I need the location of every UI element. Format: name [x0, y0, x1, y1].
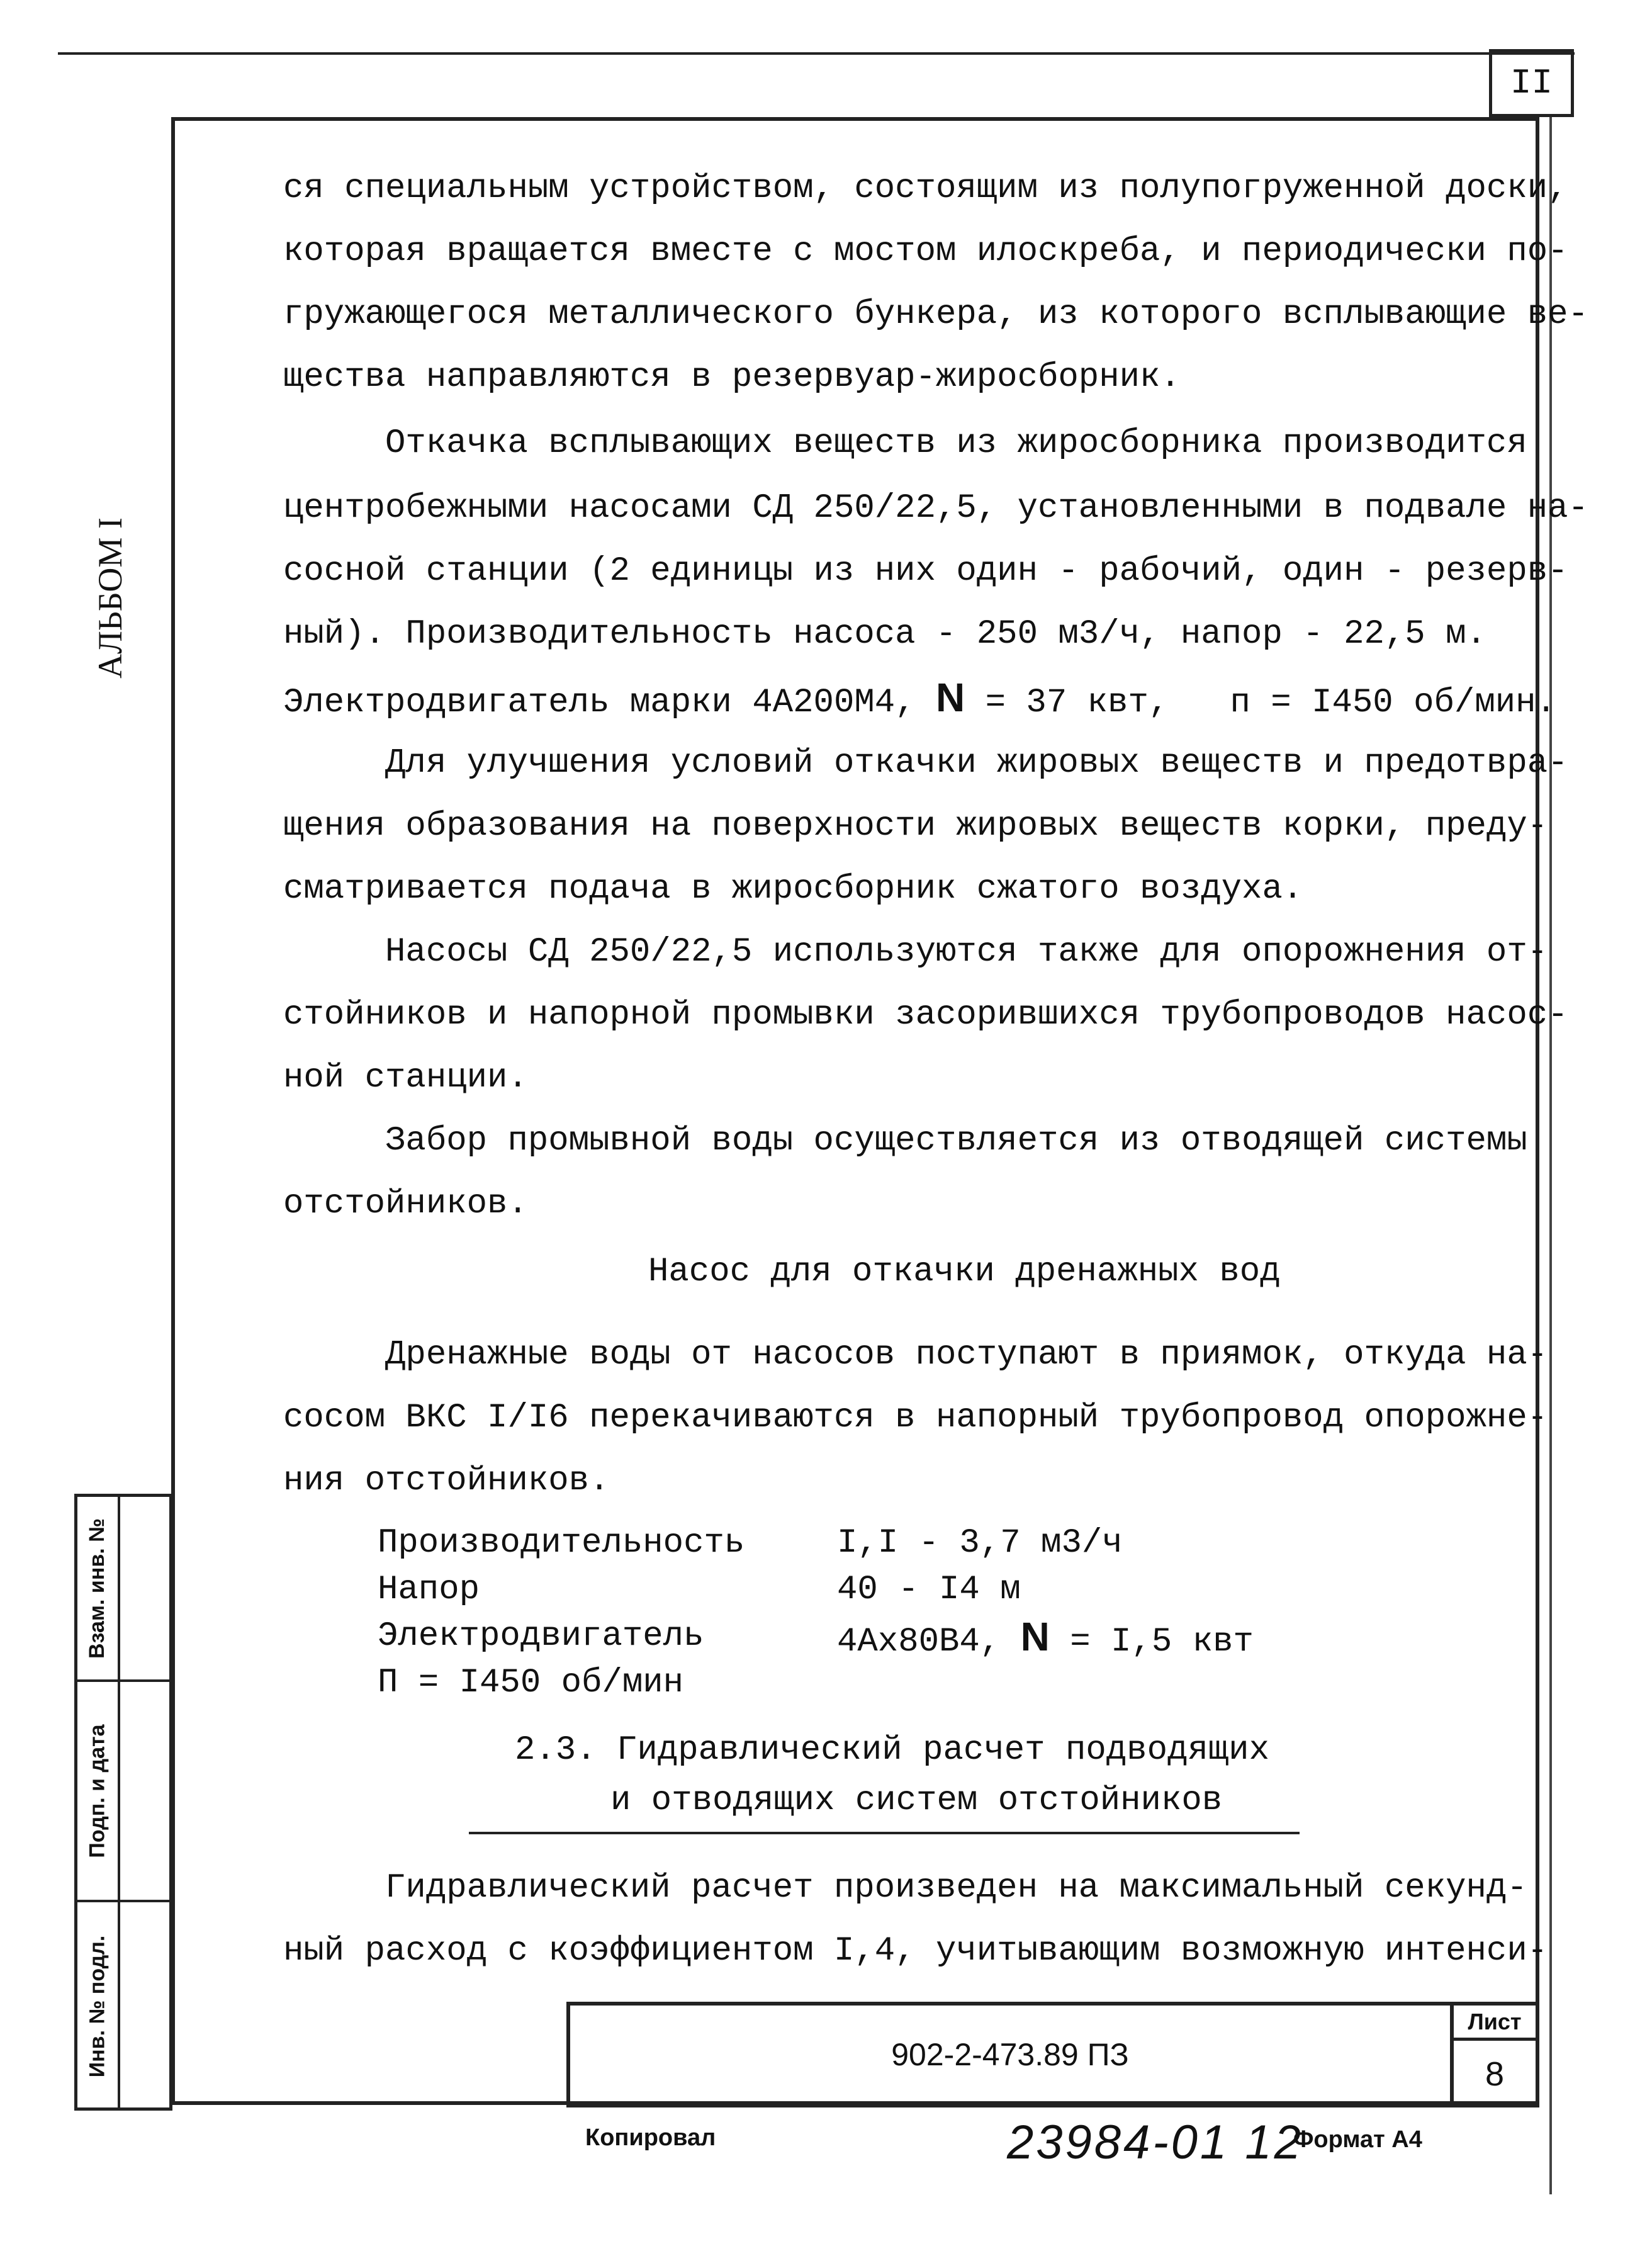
copied-by-label: Копировал [585, 2124, 716, 2151]
title-block [566, 2002, 1454, 2107]
margin-divider [118, 1497, 120, 2107]
margin-cell-inventory [77, 1902, 118, 2110]
body-line: центробежными насосами СД 250/22,5, установленными в подвале на- [283, 489, 1588, 528]
top-rule [58, 52, 1575, 55]
body-line: сосом ВКС I/I6 перекачиваются в напорный трубопровод опорожне- [283, 1399, 1548, 1437]
section-title-rule [469, 1832, 1300, 1834]
page-number: II [1510, 63, 1553, 103]
motor-line [283, 666, 1556, 735]
margin-label-inventory: Инв. № подл. [85, 1935, 110, 2077]
body-line: Забор промывной воды осуществляется из отводящей системы [283, 1122, 1527, 1160]
format-label: Формат А4 [1293, 2126, 1422, 2153]
body-line: Дренажные воды от насосов поступают в приямок, откуда на- [283, 1336, 1548, 1374]
body-line: Для улучшения условий откачки жировых веществ и предотвра- [283, 744, 1568, 782]
sheet-number: 8 [1485, 2055, 1505, 2093]
frame-right-edge [1549, 117, 1552, 2194]
body-line: Насосы СД 250/22,5 используются также для опорожнения от- [283, 933, 1548, 971]
album-label-text: АЛЬБОМ I [91, 517, 129, 679]
body-line: ный расход с коэффициентом I,4, учитывающим возможную интенси- [283, 1932, 1548, 1970]
body-line: стойников и напорной промывки засорившихся трубопроводов насос- [283, 996, 1568, 1034]
motor-line-suffix: = 37 квт, п = I450 об/мин. [985, 684, 1556, 722]
body-line: ный). Производительность насоса - 250 м3/ч, напор - 22,5 м. [283, 615, 1486, 653]
body-line: Откачка всплывающих веществ из жиросборника производится [283, 424, 1527, 463]
body-line: гружающегося металлического бункера, из которого всплывающие ве- [283, 295, 1588, 334]
page-number-box [1489, 49, 1574, 117]
body-line: сматривается подача в жиросборник сжатого воздуха. [283, 870, 1303, 908]
spec-value-motor [837, 1613, 1254, 1666]
margin-label-signature: Подп. и дата [85, 1724, 110, 1858]
spec-value: I,I - 3,7 м3/ч [837, 1524, 1123, 1562]
power-symbol: N [935, 675, 965, 720]
spec-label: Напор [378, 1571, 480, 1609]
section-title-line1: 2.3. Гидравлический расчет подводящих [515, 1731, 1269, 1769]
body-line: щения образования на поверхности жировых веществ корки, преду- [283, 807, 1548, 845]
sheet-label: Лист [1454, 2006, 1536, 2041]
body-line: сосной станции (2 единицы из них один - рабочий, один - резерв- [283, 552, 1568, 590]
body-line: ния отстойников. [283, 1462, 610, 1500]
sheet-box [1450, 2002, 1539, 2107]
pump-heading: Насос для откачки дренажных вод [648, 1253, 1281, 1291]
document-designation: 902-2-473.89 ПЗ [891, 2037, 1129, 2072]
margin-cell-signature [77, 1682, 118, 1900]
body-line: отстойников. [283, 1185, 528, 1223]
spec-value: 40 - I4 м [837, 1571, 1021, 1609]
power-symbol: N [1020, 1614, 1050, 1659]
body-line: которая вращается вместе с мостом илоскреба, и периодически по- [283, 232, 1568, 271]
handwritten-number: 23984-01 12 [1007, 2116, 1303, 2169]
body-line: ной станции. [283, 1059, 528, 1097]
margin-label-replaced: Взам. инв. № [85, 1518, 110, 1659]
spec-label: П = I450 об/мин [378, 1664, 684, 1702]
body-line: ся специальным устройством, состоящим из полупогруженной доски, [283, 169, 1568, 208]
spec-label: Производительность [378, 1524, 745, 1562]
motor-line-prefix: Электродвигатель марки 4А200М4, [283, 684, 916, 722]
body-line: щества направляются в резервуар-жиросборник. [283, 358, 1181, 397]
body-line: Гидравлический расчет произведен на максимальный секунд- [283, 1869, 1527, 1907]
margin-cell-replaced [77, 1497, 118, 1679]
margin-table [74, 1494, 172, 2111]
album-label [72, 504, 148, 692]
spec-motor-suffix: = I,5 квт [1070, 1623, 1254, 1661]
section-title-line2: и отводящих систем отстойников [610, 1781, 1223, 1820]
spec-label: Электродвигатель [378, 1617, 704, 1656]
spec-motor-prefix: 4Ах80В4, [837, 1623, 1001, 1661]
